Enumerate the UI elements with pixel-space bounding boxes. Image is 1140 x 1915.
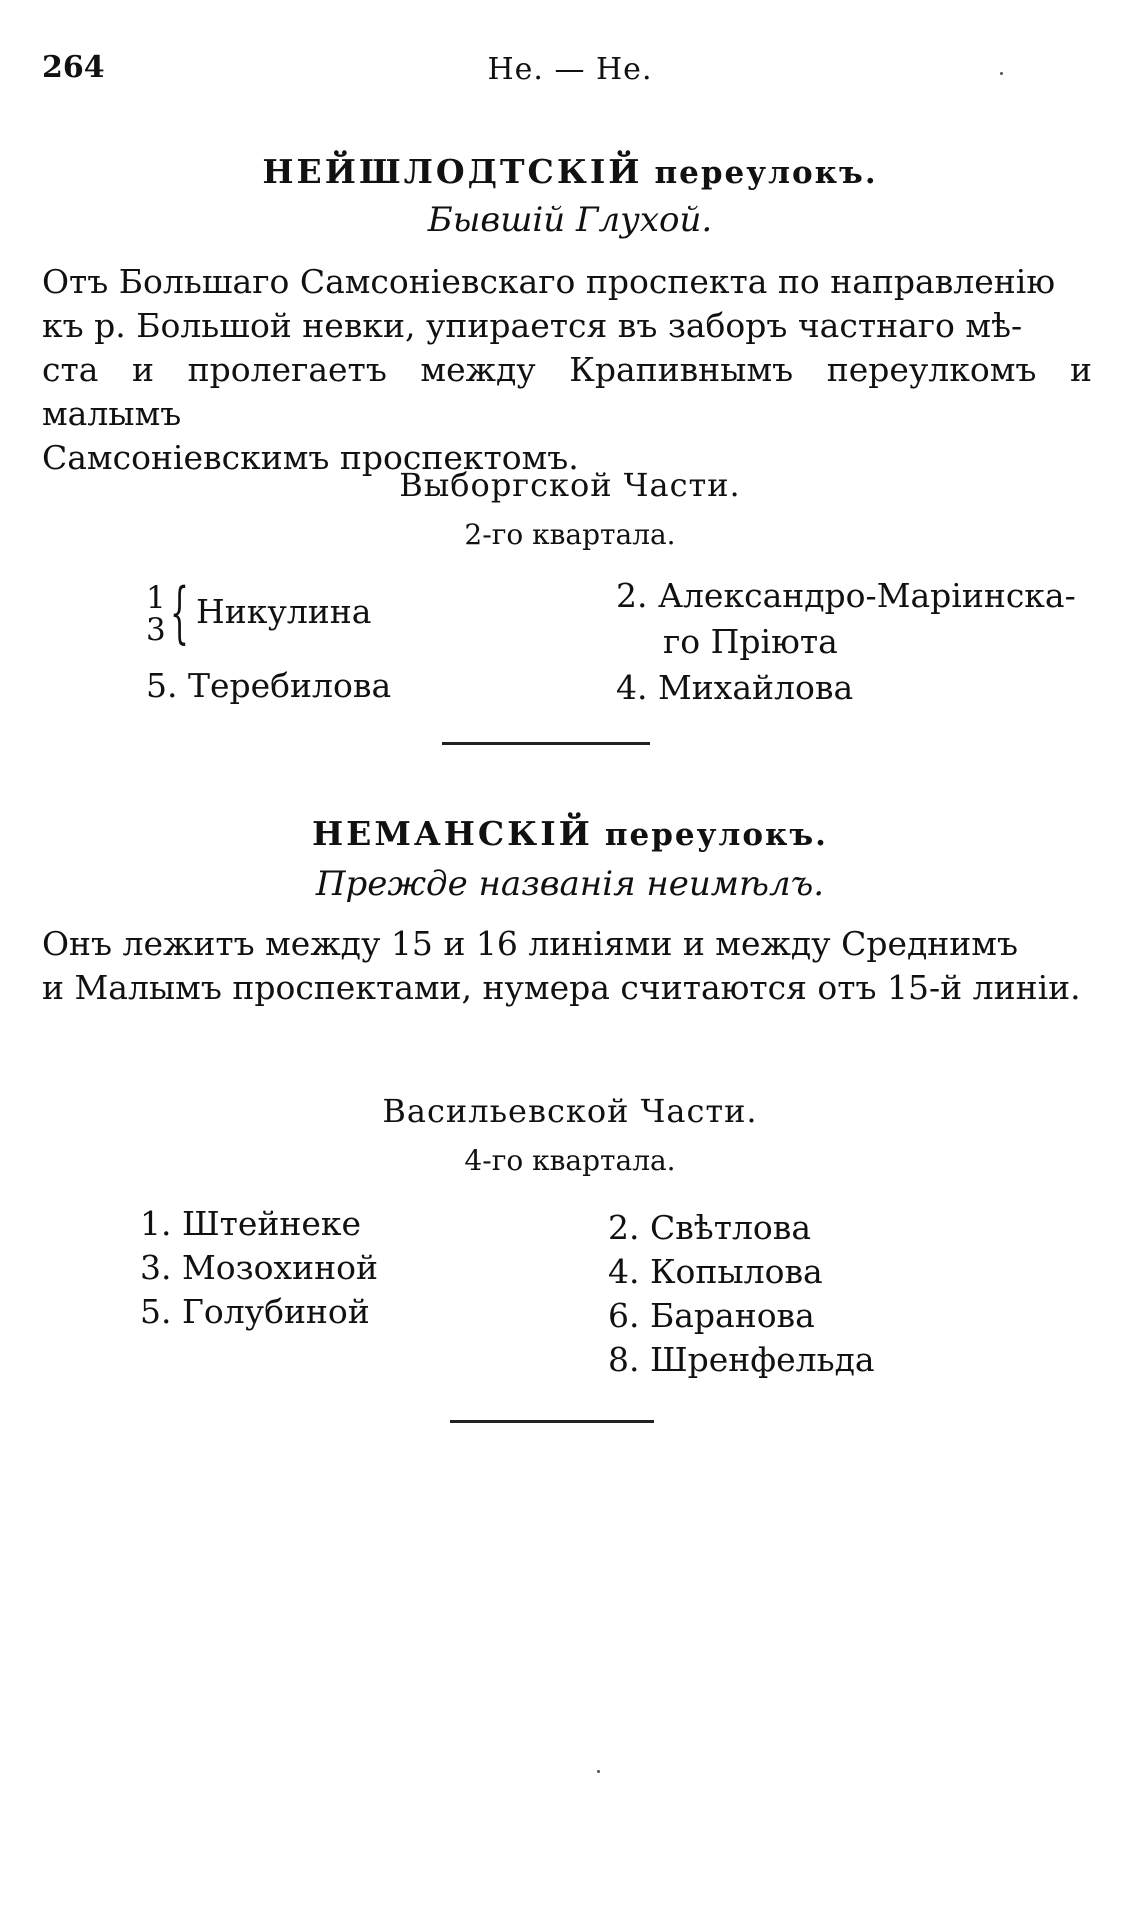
house-entry: 4. Михайлова [616,668,854,707]
district-heading: Васильевской Части. [382,1092,758,1130]
house-number: 3 [146,612,166,648]
street-description [42,260,1092,480]
house-entry: 4. Копылова [608,1252,823,1291]
page-number: 264 [42,50,105,85]
district-heading: Выборгской Части. [399,466,741,504]
house-entry: 2. Александро-Маріинска- [616,576,1076,615]
quarter-heading: 2-го квартала. [464,518,676,551]
former-name: Прежде названія неимѣлъ. [315,864,825,904]
street-kind: переулокъ. [654,155,878,191]
street-description [42,922,1092,1010]
entry-title [0,814,1140,853]
former-name: Бывшій Глухой. [427,200,713,240]
house-entry: 1. Штейнеке [140,1204,362,1243]
street-name: НЕМАНСКІЙ [312,814,593,853]
description-line: ста и пролегаетъ между Крапивнымъ переулкомъ и малымъ [42,350,1092,433]
brace-numbers [146,582,166,646]
brace-house-group [146,574,406,652]
house-entry: 5. Голубиной [140,1292,370,1331]
description-line: къ р. Большой невки, упирается въ заборъ частнаго мѣ- [42,306,1023,345]
print-speck [597,1770,600,1773]
description-line: Онъ лежитъ между 15 и 16 линіями и между Среднимъ [42,924,1018,963]
house-entry: 8. Шренфельда [608,1340,875,1379]
entry-title [0,152,1140,191]
description-line: и Малымъ проспектами, нумера считаются отъ 15-й линіи. [42,968,1081,1007]
house-entry: 6. Баранова [608,1296,815,1335]
street-kind: переулокъ. [604,817,828,853]
brace-glyph: { [170,574,189,651]
house-owner: Никулина [196,592,372,631]
street-name: НЕЙШЛОДТСКІЙ [262,152,643,191]
house-entry: 5. Теребилова [146,666,392,705]
description-line: Отъ Большаго Самсоніевскаго проспекта по направленію [42,262,1056,301]
section-divider [450,1420,654,1423]
section-divider [442,742,650,745]
description-line: Самсоніевскимъ проспектомъ. [42,438,579,477]
house-number: 1 [146,580,166,616]
running-head: Не. — Не. [487,52,653,87]
house-entry: 2. Свѣтлова [608,1208,812,1247]
print-speck [1000,72,1003,75]
quarter-heading: 4-го квартала. [464,1144,676,1177]
house-entry: 3. Мозохиной [140,1248,378,1287]
house-entry: го Пріюта [663,622,838,661]
